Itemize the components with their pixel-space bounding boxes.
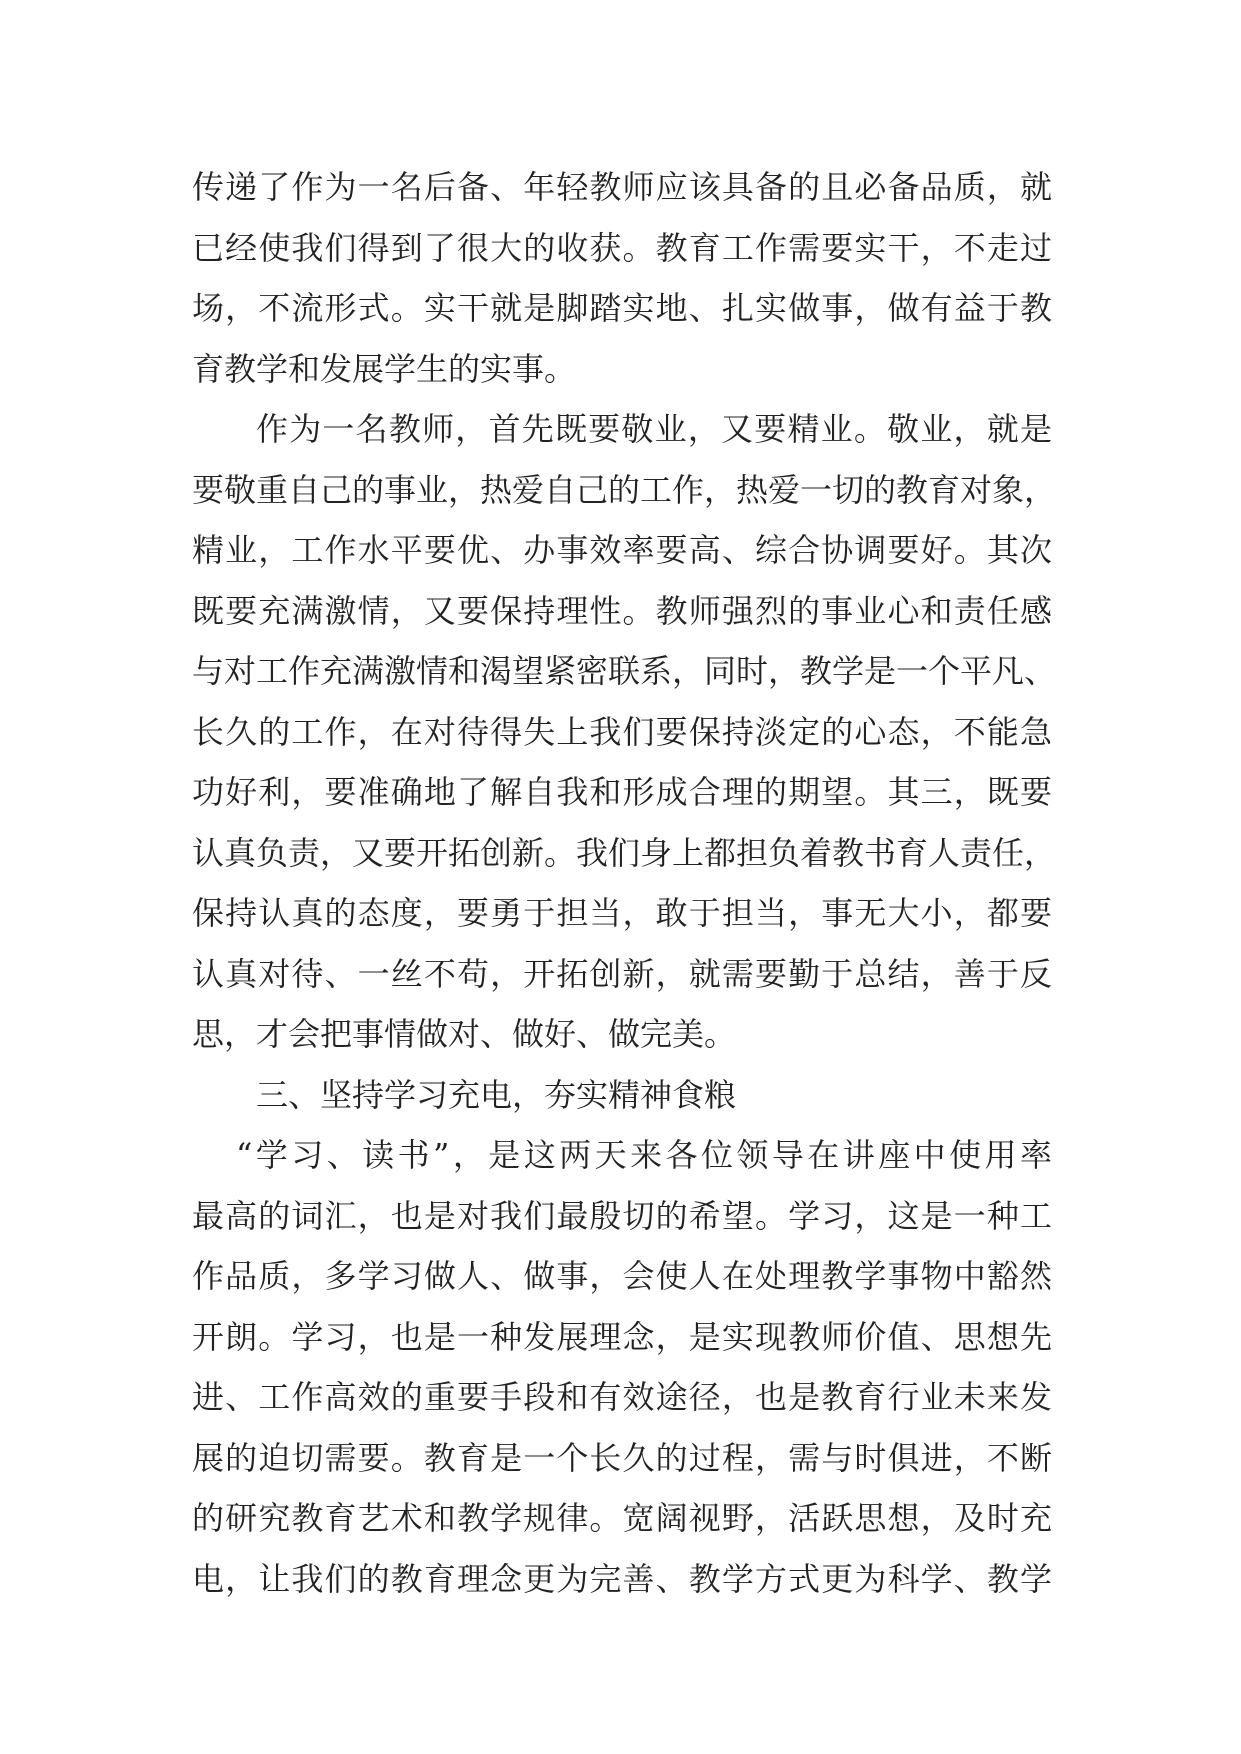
text-line: 开朗。学习，也是一种发展理念，是实现教师价值、思想先 (192, 1317, 1052, 1356)
text-line: 保持认真的态度，要勇于担当，敢于担当，事无大小，都要 (192, 894, 1052, 932)
text-line: 最高的词汇，也是对我们最殷切的希望。学习，这是一种工 (192, 1196, 1052, 1235)
text-line: 思，才会把事情做对、做好、做完美。 (192, 1015, 737, 1053)
text-line: 传递了作为一名后备、年轻教师应该具备的且必备品质，就 (192, 168, 1052, 206)
text-line: 要敬重自己的事业，热爱自己的工作，热爱一切的教育对象， (192, 470, 1057, 509)
text-line: 既要充满激情，又要保持理性。教师强烈的事业心和责任感 (192, 591, 1052, 630)
text-line: 与对工作充满激情和渴望紧密联系，同时，教学是一个平凡、 (192, 652, 1057, 690)
text-line: 育教学和发展学生的实事。 (192, 349, 577, 388)
text-line: 的研究教育艺术和教学规律。宽阔视野，活跃思想，及时充 (192, 1499, 1052, 1537)
text-line: 认真对待、一丝不苟，开拓创新，就需要勤于总结，善于反 (192, 954, 1052, 993)
text-line: 展的迫切需要。教育是一个长久的过程，需与时俱进，不断 (192, 1438, 1052, 1477)
text-line: 功好利，要准确地了解自我和形成合理的期望。其三，既要 (192, 773, 1052, 811)
text-line: 已经使我们得到了很大的收获。教育工作需要实干，不走过 (192, 228, 1052, 267)
section-heading: 三、坚持学习充电，夯实精神食粮 (256, 1075, 737, 1114)
paragraph-start-line: 作为一名教师，首先既要敬业，又要精业。敬业，就是 (256, 410, 1052, 448)
paragraph-start-line: “学习、读书”，是这两天来各位领导在讲座中使用率 (236, 1136, 1052, 1174)
text-line: 电，让我们的教育理念更为完善、教学方式更为科学、教学 (192, 1559, 1052, 1598)
text-line: 场，不流形式。实干就是脚踏实地、扎实做事，做有益于教 (192, 289, 1052, 327)
text-line: 精业，工作水平要优、办事效率要高、综合协调要好。其次 (192, 531, 1052, 569)
body-text (192, 157, 1057, 1609)
text-line: 进、工作高效的重要手段和有效途径，也是教育行业未来发 (192, 1378, 1052, 1416)
text-line: 作品质，多学习做人、做事，会使人在处理教学事物中豁然 (192, 1257, 1052, 1295)
text-line: 长久的工作，在对待得失上我们要保持淡定的心态，不能急 (192, 712, 1052, 751)
text-line: 认真负责，又要开拓创新。我们身上都担负着教书育人责任， (192, 833, 1057, 872)
